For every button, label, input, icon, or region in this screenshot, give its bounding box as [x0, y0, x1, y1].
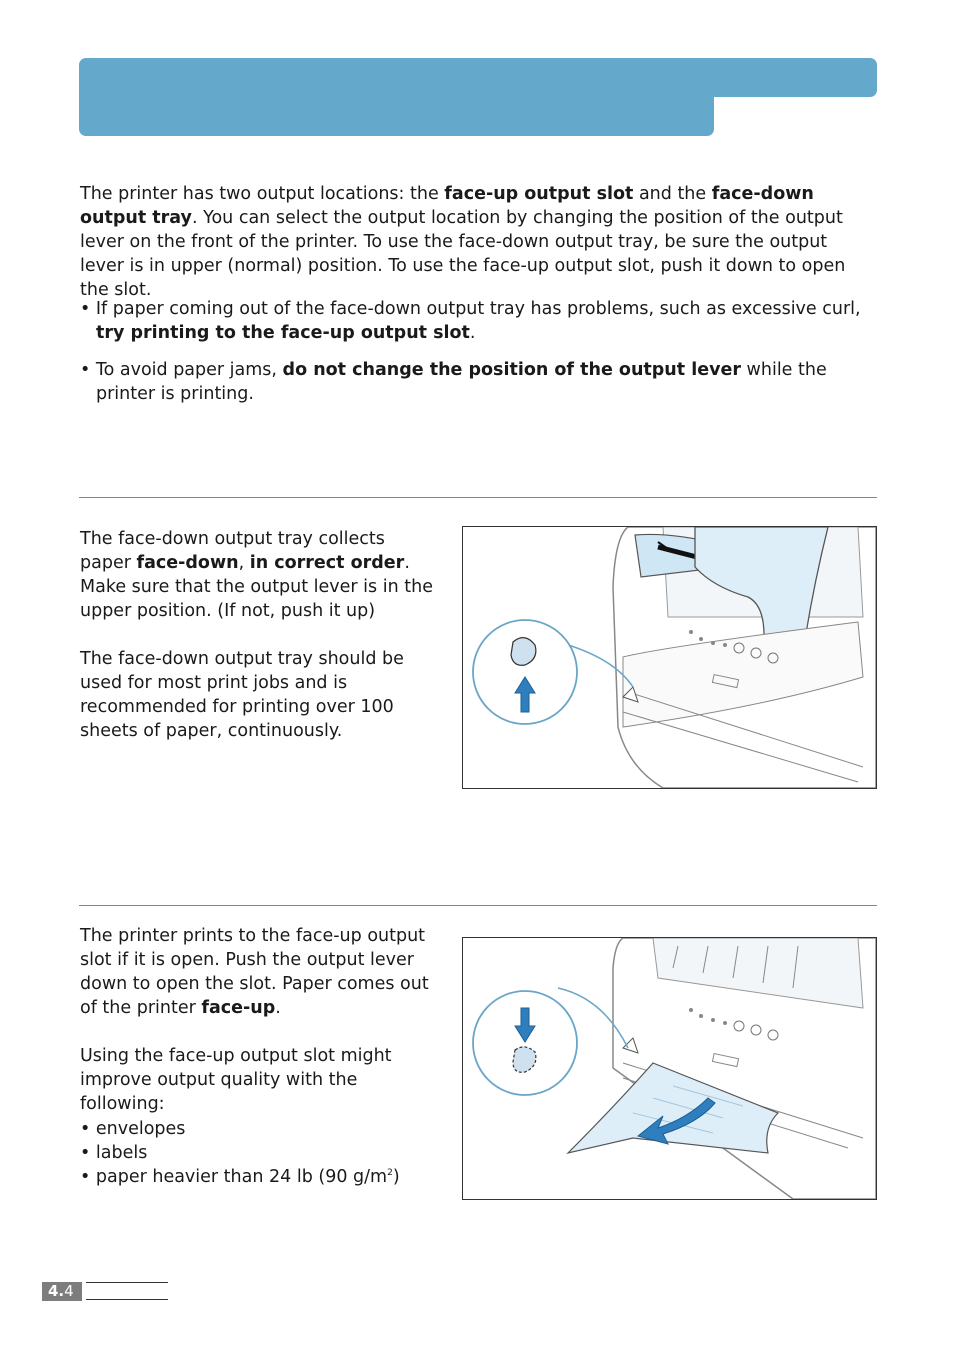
faceup-figure [462, 937, 877, 1200]
bullet-curl [80, 297, 891, 345]
intro-text-1: The printer has two output locations: the [80, 184, 445, 204]
section-header-bar [79, 58, 714, 136]
facedown-bold: in correct order [249, 553, 405, 573]
intro-text-2: and the [633, 184, 712, 204]
faceup-bold: face-up [201, 998, 276, 1018]
bullet-jams [80, 358, 891, 406]
faceup-item-labels: • labels [80, 1143, 148, 1163]
faceup-paragraph-1 [80, 924, 430, 1020]
intro-text-3: . You can select the output location by changing the position of the output lever on the front of the printer. To use the face-down output tray, be sure the output lever is in upper (normal) position. To use the face-up output slot, push it down to open the slot. [80, 208, 846, 300]
facedown-figure [462, 526, 877, 789]
faceup-text: The printer prints to the face-up output slot if it is open. Push the output lever down to open the slot. Paper comes out of the printer [80, 926, 429, 1018]
facedown-paragraph-2: The face-down output tray should be used for most print jobs and is recommended for printing over 100 sheets of paper, continuously. [80, 649, 404, 741]
facedown-text: . Make sure that the output lever is in the upper position. (If not, push it up) [80, 553, 433, 621]
faceup-text: . [275, 998, 281, 1018]
intro-bold-1: face-up output slot [444, 184, 634, 204]
close-paren: ) [392, 1167, 400, 1187]
faceup-paragraph-2: Using the face-up output slot might improve output quality with the following: [80, 1046, 392, 1114]
bullet-text: • To avoid paper jams, [80, 360, 283, 380]
section-header-tab [680, 58, 877, 97]
facedown-bold: face-down [136, 553, 239, 573]
facedown-paragraph-1 [80, 527, 440, 623]
bullet-text: while the printer is printing. [96, 360, 827, 404]
faceup-item-heavy-paper [80, 1165, 400, 1189]
faceup-item-envelopes: • envelopes [80, 1119, 186, 1139]
printer-faceup-illustration [463, 938, 876, 1199]
bullet-bold: try printing to the face-up output slot [96, 323, 470, 343]
footer-line-top [86, 1282, 168, 1283]
section-divider-faceup [79, 905, 877, 906]
facedown-text: The face-down output tray collects paper [80, 529, 385, 573]
printer-facedown-illustration [463, 527, 876, 788]
heavy-paper-text: • paper heavier than 24 lb (90 g/m [80, 1167, 388, 1187]
bullet-text: . [469, 323, 476, 343]
page-chapter: 4. [48, 1282, 65, 1300]
bullet-text: • If paper coming out of the face-down output tray has problems, such as excessive curl, [80, 299, 861, 319]
intro-paragraph [80, 182, 875, 302]
facedown-text: , [238, 553, 250, 573]
intro-bold-2: face-down output tray [80, 184, 814, 228]
section-divider-facedown [79, 497, 877, 498]
bullet-bold: do not change the position of the output lever [282, 360, 741, 380]
page-number [42, 1282, 82, 1301]
page-index: 4 [64, 1282, 74, 1300]
footer-line-bottom [86, 1299, 168, 1300]
superscript: 2 [387, 1168, 393, 1179]
